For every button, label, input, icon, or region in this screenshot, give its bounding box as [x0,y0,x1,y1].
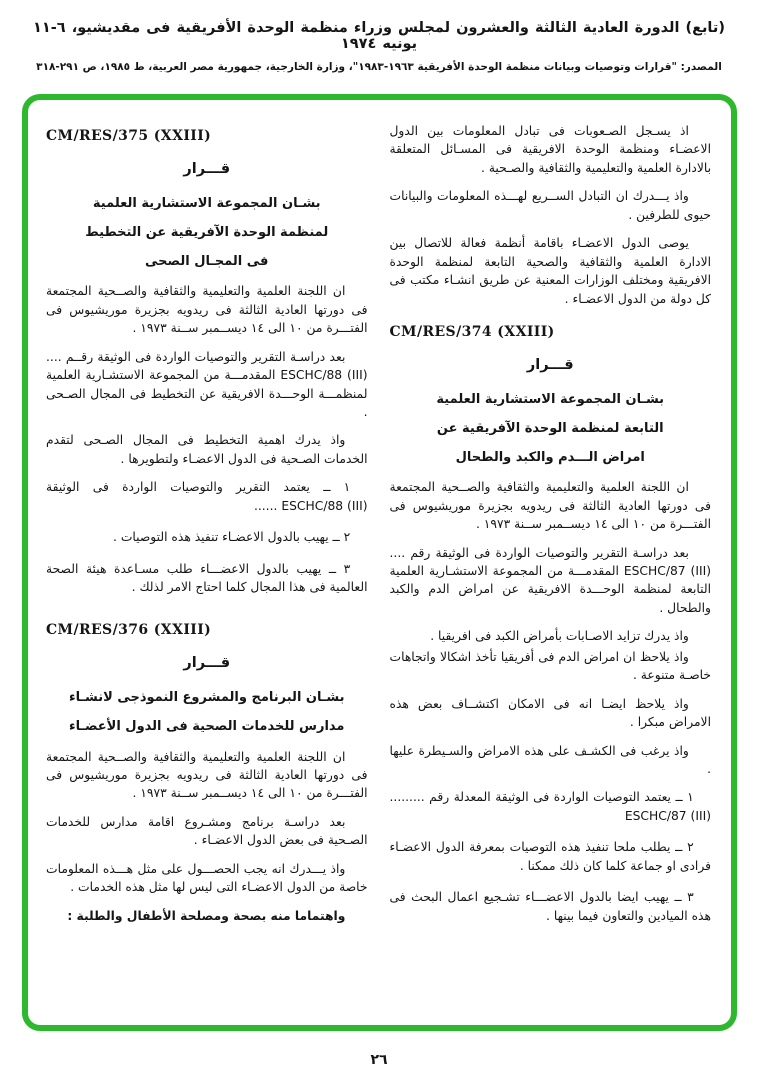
two-column-layout [46,122,711,1013]
numbered-item: ١ ــ يعتمد التوصيات الواردة فى الوثيقة المعدلة رقم ......... ESCHC/87 (III) [389,790,711,823]
resolution-code-374: CM/RES/374 (XXIII) [389,323,555,340]
body-paragraph: واذ يرغب فى الكشـف على هذه الامراض والسـيطرة عليها . [389,743,711,776]
numbered-item: ٢ ــ يطلب ملحا تنفيذ هذه التوصيات بمعرفة الدول الاعضـاء فرادى او جماعة كلما كان ذلك ممكنا . [389,840,711,873]
body-paragraph: بعد دراسـة التقرير والتوصيات الواردة فى الوثيقة رقــم .... ESCHC/88 (III) المقدمـــة من المجموعة الاستشـارية العلمية لمنظمـــة الوحـــدة الافريقية عن التخطيط فى المجال الصـحى . [46,349,368,419]
source-citation: المصدر: "قرارات وتوصيات وبيانات منظمة الوحدة الأفريقية ١٩٦٣-١٩٨٣"، وزارة الخارجية، جمهورية مصر العربية، ط ١٩٨٥، ص ٢٩١-٣١٨ [36,61,722,73]
resolution-title-line: فى المجـال الصحى [145,254,269,270]
body-paragraph: واذ يلاحظ ان امراض الدم فى أفريقيا تأخذ اشكالا واتجاهات خاصـة متنوعة . [389,649,711,683]
content-frame [22,94,737,1031]
intro-paragraph: اذ يسـجل الصـعوبات فى تبادل المعلومات بين الدول الاعضـاء ومنظمة الوحدة الافريقية فى المسـائل المتعلقة بالادارة العلمية والتعليمية والثقافية والصـحية . [389,124,711,175]
body-paragraph: واذ يدرك تزايد الاصـابات بأمراض الكبد فى افريقيا . [430,629,689,644]
body-paragraph: بعد دراسـة برنامج ومشـروع اقامة مدارس للخدمات الصـحية فى بعض الدول الاعضـاء . [46,814,368,848]
resolution-title-line: مدارس للخدمات الصحية فى الدول الأعضـاء [68,719,345,735]
numbered-item: ٣ ــ يهيب بالدول الاعضـــاء طلب مسـاعدة هيئة الصحة العالمية فى هذا المجال كلما احتاج الامر لذلك . [46,561,368,594]
resolution-title-line: بشـان البرنامج والمشروع النموذجى لانشـاء [69,690,345,706]
resolution-title-line: التابعة لمنظمة الوحدة الآفريقية عن [436,420,664,436]
resolution-title-line: لمنظمة الوحدة الآفريقية عن التخطيط [85,224,329,240]
page-header [20,20,738,73]
resolution-title-line: امراض الـــدم والكبد والطحال [455,450,645,466]
column-left [46,122,368,1013]
numbered-item: ١ ــ يعتمد التقرير والتوصيات الواردة فى الوثيقة ESCHC/88 (III) ...... [46,480,368,513]
body-paragraph: ان اللجنة العلمية والتعليمية والثقافية والصــحية المجتمعة فى دورتها العادية الثالثة فى ريدويه بجزيرة موريشيوس فى الفتـــرة من ١٠ الى ١٤ ديســمبر ســنة ١٩٧٣ . [389,480,711,532]
resolution-title-line: بشـان المجموعة الاستشارية العلمية [92,195,321,211]
body-paragraph: واهتماما منه بصحة ومصلحة الأطفال والطلبة : [67,908,346,923]
resolution-heading: قـــرار [183,655,231,672]
resolution-heading: قـــرار [183,161,231,177]
numbered-item: ٢ ــ يهيب بالدول الاعضـاء تنفيذ هذه التوصيات . [113,530,351,545]
page-number: ٢٦ [370,1052,388,1068]
resolution-title-line: بشـان المجموعة الاستشارية العلمية [436,391,665,407]
body-paragraph: واذ يـــدرك انه يجب الحصـــول على مثل هـــذه المعلومات خاصة من الدول الاعضـاء التى ليس لها مثل هذه الخدمات . [46,861,368,895]
body-paragraph: بعد دراسـة التقرير والتوصيات الواردة فى الوثيقة رقم .... ESCHC/87 (III) المقدمـــة من المجموعة الاستشـارية العلمية التابعة لمنظمة الوحـــدة الافريقية عن امراض الدم والكبد والطحال . [389,545,711,615]
body-paragraph: ان اللجنة العلمية والتعليمية والثقافية والصــحية المجتمعة فى دورتها العادية الثالثة فى ريدويه بجزيرة موريشيوس فى الفتـــرة من ١٠ الى ١٤ ديســمبر ســنة ١٩٧٣ . [46,284,368,336]
intro-paragraph: واذ يـــدرك ان التبادل الســريع لهـــذه المعلومات والبيانات حيوى للطرفين . [389,189,711,222]
column-right [390,122,712,1013]
body-paragraph: واذ يلاحظ ايضـا انه فى الامكان اكتشــاف بعض هذه الامراض مبكرا . [389,696,711,730]
body-paragraph: ان اللجنة العلمية والتعليمية والثقافية والصــحية المجتمعة فى دورتها العادية الثالثة فى ريدويه بجزيرة موريشيوس فى الفتـــرة من ١٠ الى ١٤ ديســمبر ســنة ١٩٧٣ . [46,749,368,801]
session-title: (تابع) الدورة العادية الثالثة والعشرون لمجلس وزراء منظمة الوحدة الأفريقية فى مقديشيو، ٦-١١ يونيه ١٩٧٤ [33,20,725,52]
resolution-code-376: CM/RES/376 (XXIII) [46,622,212,639]
numbered-item: ٣ ــ يهيب ايضا بالدول الاعضـــاء تشـجيع اعمال البحث فى هذه الميادين والتعاون فيما بينها . [389,890,711,923]
resolution-heading: قـــرار [526,356,574,373]
body-paragraph: واذ يدرك اهمية التخطيط فى المجال الصـحى لتقدم الخدمات الصـحية فى الدول الاعضـاء ولتطويرها . [46,433,368,466]
intro-paragraph: يوصى الدول الاعضـاء باقامة أنظمة فعالة للاتصال بين الادارة العلمية والثقافية والصحية التابعة لمنظمة الوحدة الافريقية ومختلف الوزارات المعنية عن طريق انشـاء مكتب فى كل دولة من الدول الاعضـاء . [389,236,711,306]
resolution-code-375: CM/RES/375 (XXIII) [46,128,212,144]
